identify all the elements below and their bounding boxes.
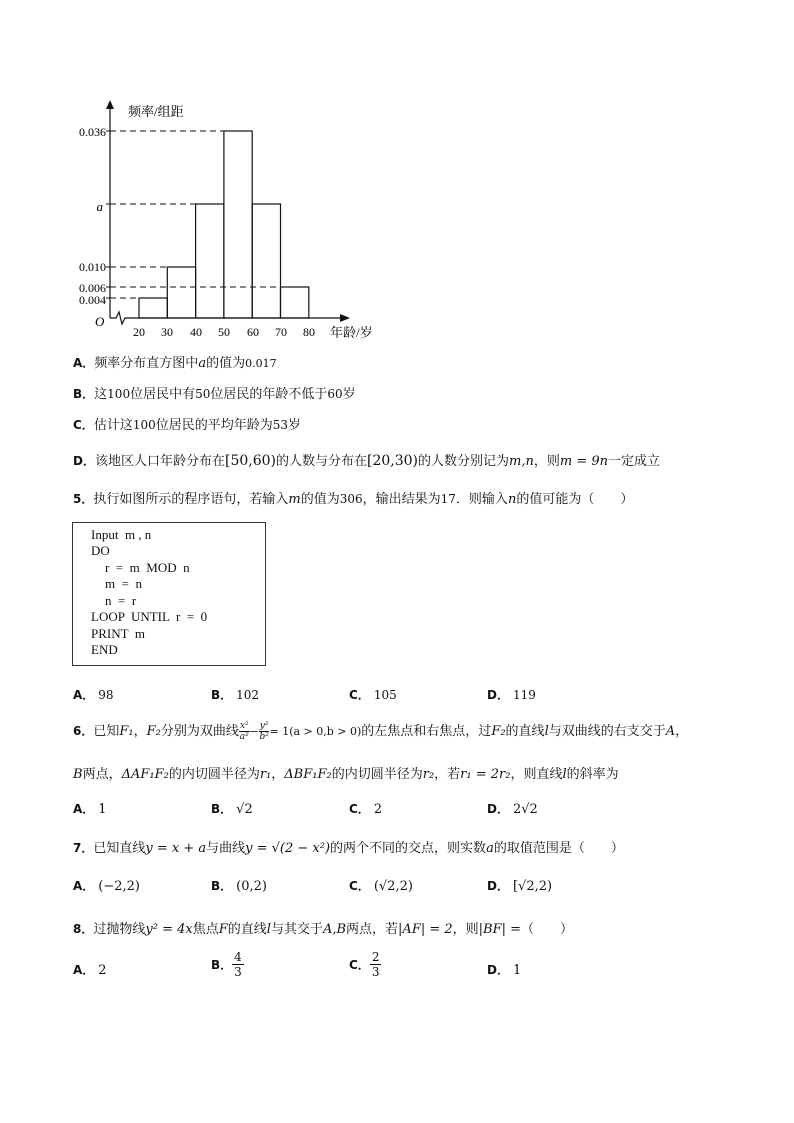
x-tick-60: 60 — [247, 325, 259, 339]
q8-stem: 8．过抛物线y² = 4x焦点F的直线l与其交于A,B两点，若|AF| = 2，则|BF| =（ ） — [73, 922, 574, 937]
q8-option-d[interactable]: D． 1 — [487, 963, 522, 978]
x-tick-70: 70 — [275, 325, 287, 339]
code-line-6: LOOP UNTIL r = 0 — [91, 609, 208, 624]
histogram — [0, 0, 794, 350]
histogram-bar-70-80 — [281, 287, 309, 318]
y-axis-label: 频率/组距 — [128, 104, 184, 119]
code-line-7: PRINT m — [91, 626, 145, 641]
x-axis-arrow — [340, 314, 350, 322]
y-tick-0004: 0.004 — [79, 293, 106, 307]
q4-option-d[interactable]: D．该地区人口年龄分布在[50,60)的人数与分布在[20,30)的人数分别记为m,n，则m = 9n一定成立 — [73, 453, 661, 469]
y-tick-0010: 0.010 — [79, 260, 106, 274]
q5-option-d[interactable]: D． 119 — [487, 688, 536, 702]
q7-option-b[interactable]: B． (0,2) — [211, 879, 267, 894]
q6-option-c[interactable]: C． 2 — [349, 802, 383, 817]
y-tick-0006: 0.006 — [79, 281, 106, 295]
q5-stem: 5．执行如图所示的程序语句，若输入m的值为306，输出结果为17．则输入n的值可能为（ ） — [73, 492, 634, 507]
x-tick-50: 50 — [218, 325, 230, 339]
q8-option-b[interactable]: B． $\frac{4}{3}$ — [211, 950, 242, 979]
code-line-5: n = r — [105, 593, 137, 608]
q5-option-c[interactable]: C． 105 — [349, 688, 397, 702]
q6-stem-line2: B两点，ΔAF₁F₂的内切圆半径为r₁，ΔBF₁F₂的内切圆半径为r₂，若r₁ = 2r₂，则直线l的斜率为 — [73, 767, 619, 782]
origin-label: O — [95, 314, 105, 329]
histogram-bar-40-50 — [196, 204, 224, 318]
code-line-8: END — [91, 642, 118, 657]
histogram-bar-30-40 — [167, 267, 195, 318]
q8-option-a[interactable]: A． 2 — [73, 963, 107, 978]
y-axis-arrow — [106, 100, 114, 109]
fraction-x2-a2: $\frac{\text{x²}}{\text{a²}}$ — [239, 721, 249, 742]
q5-option-b[interactable]: B． 102 — [211, 688, 260, 702]
x-tick-20: 20 — [133, 325, 145, 339]
x-tick-40: 40 — [190, 325, 202, 339]
q7-option-a[interactable]: A． (−2,2) — [73, 879, 141, 894]
x-axis-label: 年龄/岁 — [330, 325, 373, 340]
q7-stem: 7．已知直线y = x + a与曲线y = √(2 − x²)的两个不同的交点，则实数a的取值范围是（ ） — [73, 841, 624, 856]
y-tick-0036: 0.036 — [79, 125, 106, 139]
q7-option-c[interactable]: C． (√2,2) — [349, 879, 413, 894]
q4-option-c[interactable]: C．估计这100位居民的平均年龄为53岁 — [73, 418, 302, 433]
q7-option-d[interactable]: D． [√2,2) — [487, 879, 553, 894]
q4-option-a[interactable]: A．频率分布直方图中a的值为0.017 — [73, 356, 277, 371]
histogram-marks — [106, 100, 350, 324]
q6-option-b[interactable]: B． √2 — [211, 802, 253, 817]
q6-stem-line1: 6．已知F₁，F₂分别为双曲线 $\frac{\text{x²}}{\text{a²}}$ − $\frac{\text{y²}}{\text{b²}}$ = 1(a > 0,b > 0)的左焦点和右焦点，过F₂的直线l与双曲线的右支交于A， — [73, 721, 689, 742]
code-line-4: m = n — [105, 576, 142, 591]
q4-option-b[interactable]: B．这100位居民中有50位居民的年龄不低于60岁 — [73, 387, 356, 402]
q6-option-d[interactable]: D． 2√2 — [487, 802, 538, 817]
program-code-box — [72, 522, 266, 666]
code-line-2: DO — [91, 543, 110, 558]
code-line-3: r = m MOD n — [105, 560, 190, 575]
q6-option-a[interactable]: A． 1 — [73, 802, 107, 817]
q8-option-c[interactable]: C． $\frac{2}{3}$ — [349, 950, 380, 979]
fraction-y2-b2: $\frac{\text{y²}}{\text{b²}}$ — [259, 721, 269, 742]
x-tick-80: 80 — [303, 325, 315, 339]
fraction-4-3: $\frac{4}{3}$ — [234, 950, 242, 979]
q5-option-a[interactable]: A． 98 — [73, 688, 114, 702]
fraction-2-3: $\frac{2}{3}$ — [371, 950, 380, 979]
histogram-bar-60-70 — [252, 204, 280, 318]
histogram-bar-50-60 — [224, 131, 252, 318]
code-line-1: Input m , n — [91, 527, 152, 542]
histogram-bar-20-30 — [139, 298, 167, 318]
y-tick-a: a — [96, 199, 103, 214]
x-tick-30: 30 — [161, 325, 173, 339]
